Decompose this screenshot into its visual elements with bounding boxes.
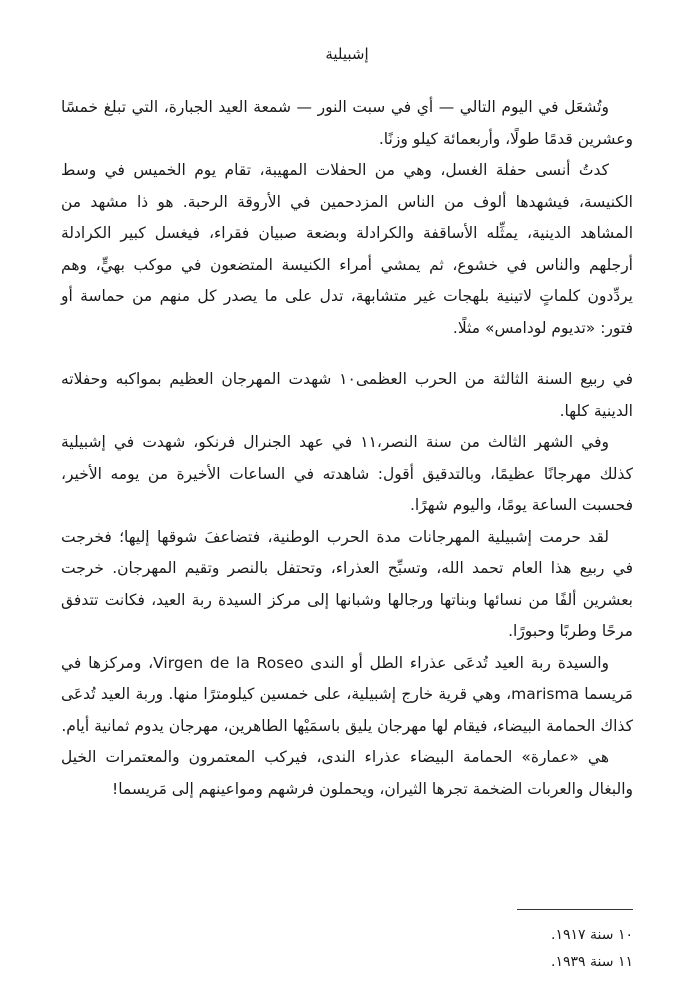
footnote-11: ١١ سنة ١٩٣٩. <box>551 954 633 970</box>
paragraph-candle: وتُشعَل في اليوم التالي — أي في سبت النور — شمعة العيد الجبارة، التي تبلغ خمسًا وعشرين قدمًا طولًا، وأربعمائة كيلو وزنًا. <box>61 98 633 148</box>
paragraph-great-war: في ربيع السنة الثالثة من الحرب العظمى١٠ شهدت المهرجان العظيم بمواكبه وحفلاته الدينية كلها. <box>61 370 633 420</box>
body-text <box>61 92 633 805</box>
section-gap <box>61 344 633 364</box>
running-header: إشبيلية <box>325 45 369 63</box>
footnote-10: ١٠ سنة ١٩١٧. <box>551 927 633 943</box>
footnote-divider <box>517 909 633 910</box>
paragraph-national-war: لقد حرمت إشبيلية المهرجانات مدة الحرب الوطنية، فتضاعفَ شوقها إليها؛ فخرجت في ربيع هذا العام تحمد الله، وتسبِّح العذراء، وتحتفل بالنصر وتقيم المهرجان. خرجت بعشرين ألفًا من نسائها وبناتها ورجالها وشبانها إلى مركز السيدة ربة العيد، فكانت تتدفق مرحًا وطربًا وحبورًا. <box>61 527 633 640</box>
footnotes <box>61 922 633 976</box>
paragraph-pilgrimage: هي «عمارة» الحمامة البيضاء عذراء الندى، فيركب المعتمرون والمعتمرات الخيل والبغال والعربات الضخمة تجرها الثيران، ويحملون فرشهم ومواعينهم إلى مَريسما! <box>61 748 633 798</box>
paragraph-virgen-de-la-roseo: والسيدة ربة العيد تُدعَى عذراء الطل أو الندى Virgen de la Roseo، ومركزها في مَريسما marisma، وهي قرية خارج إشبيلية، على خمسين كيلومترًا منها. وربة العيد تُدعَى كذاك الحمامة البيضاء، فيقام لها مهرجان يليق باسمَيْها الطاهرين، مهرجان يدوم ثمانية أيام. <box>61 653 633 735</box>
paragraph-victory-year: وفي الشهر الثالث من سنة النصر،١١ في عهد الجنرال فرنكو، شهدت في إشبيلية كذلك مهرجانًا عظيمًا، وبالتدقيق أقول: شاهدته في الساعات الأخيرة من يومه الأخير، فحسبت الساعة يومًا، واليوم شهرًا. <box>61 433 633 514</box>
paragraph-washing-ceremony: كدتُ أنسى حفلة الغسل، وهي من الحفلات المهيبة، تقام يوم الخميس في وسط الكنيسة، فيشهدها ألوف من الناس المزدحمين في الأروقة الرحبة. هو ذا مشهد من المشاهد الدينية، يمثِّله الأساقفة والكرادلة وبضعة صبيان فقراء، فيغسل كبير الكرادلة أرجلهم والناس في خشوع، ثم يمشي أمراء الكنيسة المتضعون في موكب بهيٍّ، وهم يردِّدون كلماتٍ لاتينية بلهجات غير متشابهة، تدل على ما يصدر كل منهم من حماسة أو فتور: «تديوم لودامس» مثلًا. <box>61 161 633 337</box>
